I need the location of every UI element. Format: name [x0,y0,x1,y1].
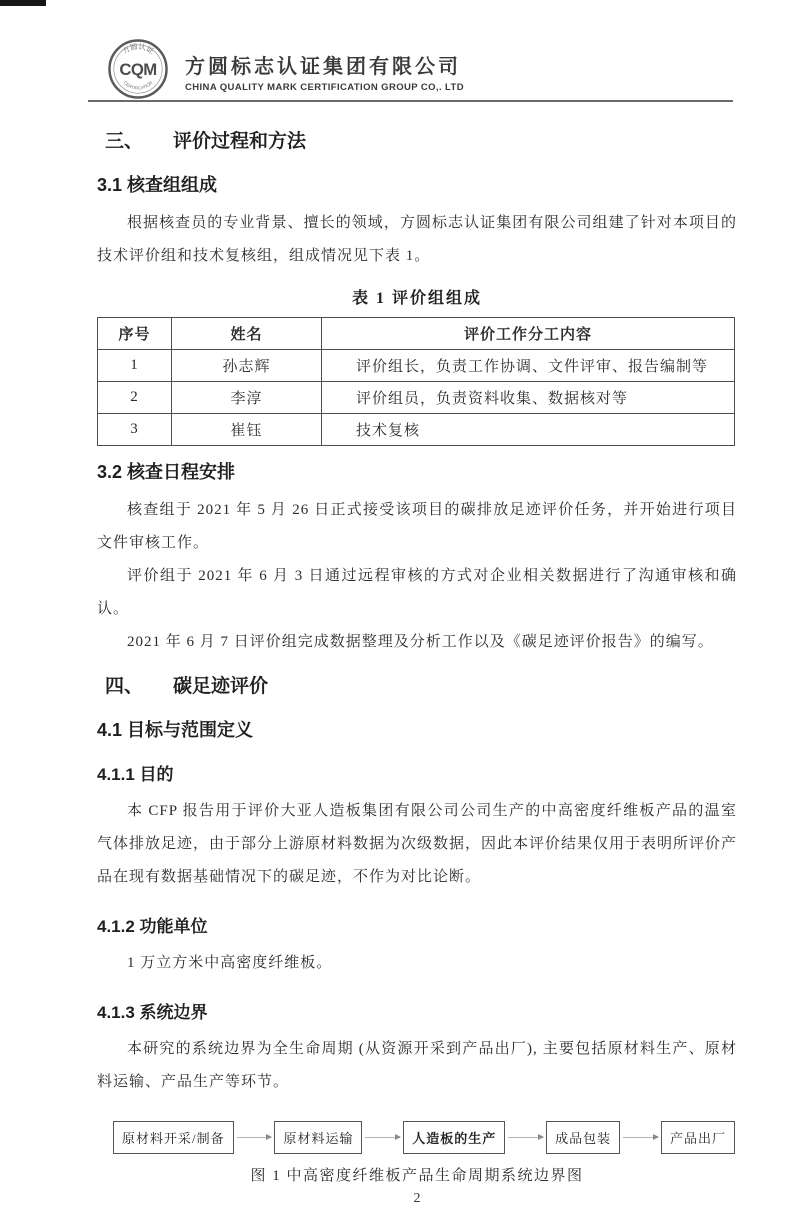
header-divider-rule [88,100,733,102]
section413-paragraph: 本研究的系统边界为全生命周期 (从资源开采到产品出厂), 主要包括原材料生产、原材料运输、产品生产等环节。 [97,1041,737,1090]
flow-step-product-shipment: 产品出厂 [661,1121,735,1154]
table-row [98,350,735,382]
section32-paragraph-3: 2021 年 6 月 7 日评价组完成数据整理及分析工作以及《碳足迹评价报告》的编写。 [127,634,714,650]
flow-step-finished-packaging: 成品包装 [546,1121,620,1154]
section4-heading-text: 碳足迹评价 [173,676,269,697]
cell-duty: 评价组员，负责资料收集、数据核对等 [322,382,735,414]
flow-arrow-icon [237,1137,272,1138]
flow-step-raw-material-transport: 原材料运输 [274,1121,362,1154]
cell-index: 3 [98,414,172,446]
section411-heading: 4.1.1 目的 [97,765,174,784]
cell-name: 崔钰 [172,414,322,446]
company-name-block [185,46,464,93]
company-name-chinese: 方圆标志认证集团有限公司 [185,55,461,78]
section3-heading-number: 三、 [105,131,144,152]
evaluation-team-table [97,317,735,446]
flow-step-raw-material-extraction: 原材料开采/制备 [113,1121,234,1154]
cqm-logo-seal-icon [107,38,169,100]
section31-heading: 3.1 核查组组成 [97,175,218,195]
section413-heading: 4.1.3 系统边界 [97,1003,208,1022]
section32-paragraph-2: 评价组于 2021 年 6 月 3 日通过远程审核的方式对企业相关数据进行了沟通审核和确认。 [97,568,737,617]
table-header-index: 序号 [98,318,172,350]
figure1-caption: 图 1 中高密度纤维板产品生命周期系统边界图 [250,1168,584,1184]
lifecycle-flow-diagram [113,1121,735,1154]
flow-arrow-icon [623,1137,658,1138]
cell-index: 2 [98,382,172,414]
cell-duty: 技术复核 [322,414,735,446]
table-header-name: 姓名 [172,318,322,350]
cell-name: 李淳 [172,382,322,414]
section3-heading [105,126,735,153]
cell-name: 孙志辉 [172,350,322,382]
svg-text:CERTIFICATION [123,80,154,91]
section32-heading: 3.2 核查日程安排 [97,462,236,482]
cell-index: 1 [98,350,172,382]
logo-bottom-arc-text: CERTIFICATION [122,80,154,91]
page-number: 2 [413,1191,421,1206]
section31-paragraph: 根据核查员的专业背景、擅长的领域，方圆标志认证集团有限公司组建了针对本项目的技术评价组和技术复核组，组成情况见下表 1。 [97,215,737,264]
flow-arrow-icon [508,1137,543,1138]
scan-artifact [0,0,46,6]
company-name-english: CHINA QUALITY MARK CERTIFICATION GROUP CO,. LTD [185,81,464,93]
section41-heading: 4.1 目标与范围定义 [97,720,254,740]
section4-heading [105,671,735,698]
section4-heading-number: 四、 [105,676,144,697]
table-header-row [98,318,735,350]
section411-paragraph: 本 CFP 报告用于评价大亚人造板集团有限公司公司生产的中高密度纤维板产品的温室气体排放足迹，由于部分上游原材料数据为次级数据，因此本评价结果仅用于表明所评价产品在现有数据基础情况下的碳足迹，不作为对比论断。 [97,803,738,885]
table1-caption: 表 1 评价组组成 [351,290,482,307]
table-row [98,414,735,446]
document-header [107,38,735,100]
section412-paragraph: 1 万立方米中高密度纤维板。 [127,955,333,971]
logo-top-arc-text: 方圆认证 [120,41,156,56]
section3-heading-text: 评价过程和方法 [173,131,307,152]
section412-heading: 4.1.2 功能单位 [97,917,208,936]
table-header-duty: 评价工作分工内容 [322,318,735,350]
logo-abbr-text: CQM [119,60,157,80]
section32-paragraph-1: 核查组于 2021 年 5 月 26 日正式接受该项目的碳排放足迹评价任务，并开始进行项目文件审核工作。 [97,502,737,551]
flow-arrow-icon [365,1137,400,1138]
table-row [98,382,735,414]
cell-duty: 评价组长，负责工作协调、文件评审、报告编制等 [322,350,735,382]
flow-step-panel-production: 人造板的生产 [403,1121,505,1154]
